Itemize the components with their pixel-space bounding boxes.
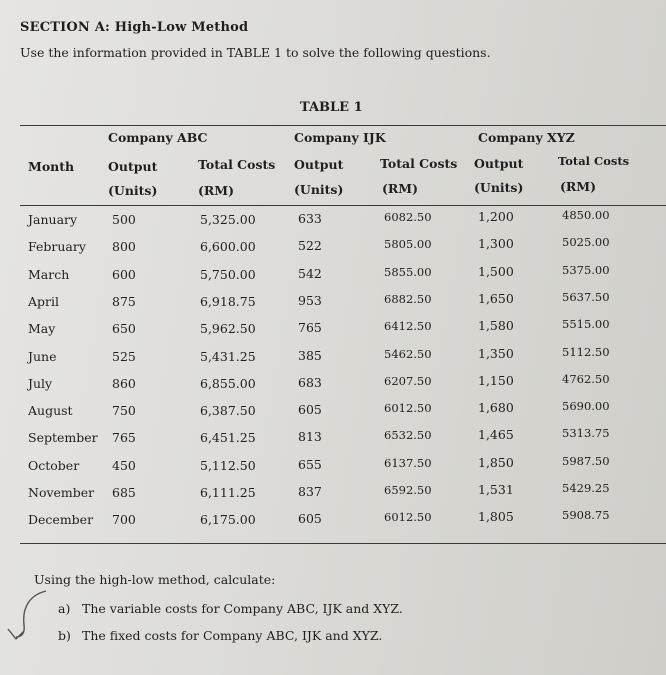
cell-abc-output: 685 bbox=[112, 485, 136, 500]
cell-xyz-output: 1,200 bbox=[478, 209, 514, 224]
ijk-rm-label: (RM) bbox=[382, 181, 419, 196]
cell-xyz-output: 1,465 bbox=[478, 427, 514, 443]
cell-abc-output: 525 bbox=[112, 348, 136, 364]
cell-ijk-output: 765 bbox=[298, 320, 322, 336]
abc-rm-label: (RM) bbox=[198, 183, 235, 198]
cell-ijk-output: 953 bbox=[298, 292, 322, 308]
ijk-output-header: Output bbox=[294, 157, 344, 172]
cell-ijk-output: 683 bbox=[298, 374, 322, 390]
cell-month: September bbox=[28, 430, 98, 446]
handwritten-bracket-mark bbox=[2, 585, 52, 645]
table-top-rule bbox=[20, 125, 666, 126]
cell-month: November bbox=[28, 485, 95, 500]
cell-ijk-output: 655 bbox=[298, 456, 322, 472]
cell-ijk-cost: 6207.50 bbox=[384, 373, 432, 388]
cell-ijk-cost: 6532.50 bbox=[384, 428, 432, 443]
xyz-units-label: (Units) bbox=[474, 180, 524, 195]
cell-xyz-cost: 5313.75 bbox=[562, 426, 610, 441]
cell-xyz-cost: 4850.00 bbox=[562, 208, 610, 222]
cell-xyz-output: 1,650 bbox=[478, 290, 514, 306]
cell-xyz-output: 1,531 bbox=[478, 482, 514, 497]
cell-month: May bbox=[28, 321, 56, 337]
cell-xyz-cost: 5429.25 bbox=[562, 481, 610, 495]
table-bottom-rule bbox=[20, 543, 666, 544]
cell-ijk-cost: 5855.00 bbox=[384, 264, 432, 279]
cell-abc-cost: 6,600.00 bbox=[200, 239, 256, 255]
cell-abc-output: 600 bbox=[112, 266, 136, 282]
cell-month: February bbox=[28, 239, 86, 255]
cell-abc-output: 765 bbox=[112, 430, 136, 446]
cell-xyz-output: 1,850 bbox=[478, 454, 514, 470]
cell-abc-cost: 6,918.75 bbox=[200, 293, 256, 309]
cell-ijk-cost: 6137.50 bbox=[384, 455, 432, 470]
cell-xyz-cost: 5987.50 bbox=[562, 453, 610, 468]
cell-ijk-output: 633 bbox=[298, 211, 322, 226]
cell-ijk-cost: 6082.50 bbox=[384, 210, 432, 224]
questions-prompt: Using the high-low method, calculate: bbox=[34, 572, 276, 587]
cell-abc-cost: 5,112.50 bbox=[200, 457, 256, 473]
cell-xyz-cost: 5375.00 bbox=[562, 262, 610, 277]
cell-abc-cost: 6,387.50 bbox=[200, 403, 256, 419]
ijk-units-label: (Units) bbox=[294, 182, 344, 197]
table-title: TABLE 1 bbox=[300, 100, 363, 115]
cell-xyz-cost: 5515.00 bbox=[562, 317, 610, 332]
cell-ijk-output: 522 bbox=[298, 238, 322, 254]
section-heading: SECTION A: High-Low Method bbox=[20, 20, 249, 35]
cell-ijk-cost: 6412.50 bbox=[384, 319, 432, 334]
cell-month: March bbox=[28, 266, 70, 282]
cell-abc-cost: 5,431.25 bbox=[200, 348, 256, 364]
cell-abc-cost: 6,451.25 bbox=[200, 430, 256, 446]
abc-units-label: (Units) bbox=[108, 183, 158, 198]
cell-abc-output: 750 bbox=[112, 403, 136, 419]
cell-abc-cost: 6,855.00 bbox=[200, 375, 256, 391]
cell-abc-output: 875 bbox=[112, 293, 136, 309]
ijk-total-costs-header: Total Costs bbox=[380, 156, 458, 171]
cell-ijk-cost: 6882.50 bbox=[384, 291, 432, 306]
cell-month: January bbox=[28, 212, 78, 227]
cell-abc-output: 450 bbox=[112, 457, 136, 473]
cell-month: June bbox=[28, 348, 57, 364]
cell-abc-cost: 5,962.50 bbox=[200, 321, 256, 337]
cell-ijk-output: 837 bbox=[298, 484, 322, 499]
cell-ijk-cost: 5805.00 bbox=[384, 237, 432, 252]
instruction-text: Use the information provided in TABLE 1 to solve the following questions. bbox=[20, 45, 491, 60]
month-header: Month bbox=[28, 159, 75, 174]
cell-xyz-cost: 4762.50 bbox=[562, 371, 610, 386]
cell-xyz-output: 1,500 bbox=[478, 263, 514, 279]
abc-total-costs-header: Total Costs bbox=[198, 157, 276, 172]
cell-ijk-cost: 6012.50 bbox=[384, 401, 432, 416]
cell-xyz-output: 1,580 bbox=[478, 318, 514, 334]
cell-month: October bbox=[28, 457, 80, 473]
cell-abc-output: 700 bbox=[112, 512, 136, 528]
xyz-rm-label: (RM) bbox=[560, 179, 597, 194]
cell-abc-output: 800 bbox=[112, 239, 136, 255]
cell-abc-cost: 5,325.00 bbox=[200, 212, 256, 227]
cell-abc-cost: 5,750.00 bbox=[200, 266, 256, 282]
cell-xyz-cost: 5112.50 bbox=[562, 344, 610, 359]
cell-xyz-output: 1,300 bbox=[478, 236, 514, 252]
cell-ijk-cost: 6592.50 bbox=[384, 483, 432, 497]
abc-output-header: Output bbox=[108, 159, 158, 174]
cell-month: July bbox=[28, 375, 53, 391]
question-a-label: a) bbox=[58, 601, 71, 616]
cell-xyz-cost: 5690.00 bbox=[562, 399, 610, 414]
question-b-text: The fixed costs for Company ABC, IJK and XYZ. bbox=[82, 628, 383, 643]
cell-month: April bbox=[28, 293, 59, 309]
cell-abc-cost: 6,175.00 bbox=[200, 512, 256, 528]
cell-xyz-output: 1,805 bbox=[478, 509, 514, 525]
cell-abc-output: 860 bbox=[112, 375, 136, 391]
cell-xyz-output: 1,350 bbox=[478, 345, 514, 361]
cell-month: December bbox=[28, 512, 94, 528]
cell-xyz-cost: 5637.50 bbox=[562, 289, 610, 304]
cell-ijk-output: 542 bbox=[298, 265, 322, 281]
table-header-rule bbox=[20, 205, 666, 206]
cell-ijk-output: 385 bbox=[298, 347, 322, 363]
cell-xyz-cost: 5025.00 bbox=[562, 235, 610, 250]
company-abc-header: Company ABC bbox=[108, 130, 208, 145]
company-xyz-header: Company XYZ bbox=[478, 130, 575, 145]
cell-abc-output: 500 bbox=[112, 212, 136, 227]
cell-ijk-output: 813 bbox=[298, 429, 322, 445]
cell-abc-output: 650 bbox=[112, 321, 136, 337]
cell-month: August bbox=[28, 403, 73, 419]
cell-xyz-output: 1,680 bbox=[478, 400, 514, 416]
xyz-total-costs-header: Total Costs bbox=[558, 154, 630, 168]
cell-ijk-cost: 6012.50 bbox=[384, 510, 432, 525]
cell-ijk-output: 605 bbox=[298, 511, 322, 527]
question-a-text: The variable costs for Company ABC, IJK and XYZ. bbox=[82, 601, 403, 616]
cell-xyz-cost: 5908.75 bbox=[562, 508, 610, 523]
cell-abc-cost: 6,111.25 bbox=[200, 485, 256, 500]
cell-ijk-cost: 5462.50 bbox=[384, 346, 432, 361]
question-b-label: b) bbox=[58, 628, 71, 643]
company-ijk-header: Company IJK bbox=[294, 130, 386, 145]
cell-ijk-output: 605 bbox=[298, 402, 322, 418]
cell-xyz-output: 1,150 bbox=[478, 372, 514, 388]
xyz-output-header: Output bbox=[474, 156, 524, 171]
